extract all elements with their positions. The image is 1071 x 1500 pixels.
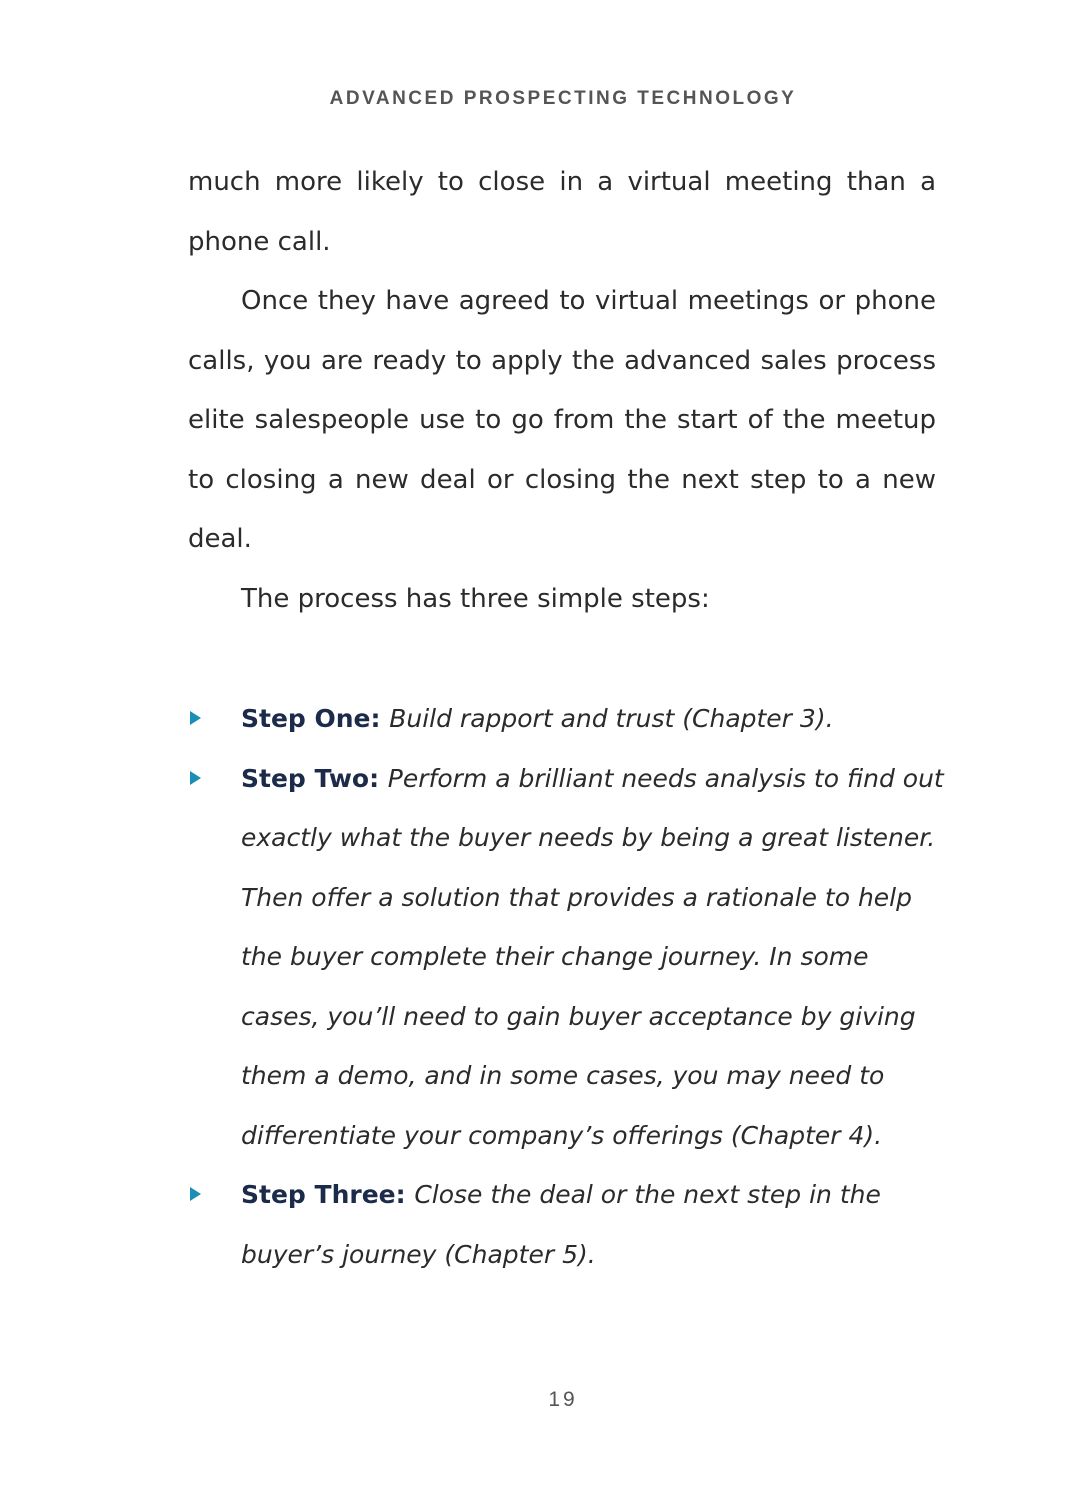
page-number: 19 [548,1388,578,1411]
step-text: Build rapport and trust (Chapter 3). [389,704,834,733]
step-label: Step One: [241,704,390,733]
paragraph-continuation: much more likely to close in a virtual meeting than a phone call. [188,167,936,257]
paragraph-process-intro: Once they have agreed to virtual meetings or phone calls, you are ready to apply the advanced sales process elite salespeople use to go from the start of the meetup to closing a new deal or closing the next step to a new deal. [188,286,936,554]
triangle-bullet-icon [190,711,201,725]
step-item-one [188,689,948,749]
running-head: ADVANCED PROSPECTING TECHNOLOGY [329,88,797,109]
step-text: Close the deal or the next step in the buyer’s journey (Chapter 5). [241,1180,881,1269]
step-item-two [188,749,948,1166]
steps-list [188,689,948,1284]
triangle-bullet-icon [190,1187,201,1201]
step-label: Step Three: [241,1180,415,1209]
triangle-bullet-icon [190,771,201,785]
paragraph-steps-lead: The process has three simple steps: [241,584,710,614]
step-item-three [188,1165,948,1284]
step-label: Step Two: [241,763,388,793]
step-text: Perform a brilliant needs analysis to find out exactly what the buyer needs by being a great listener. Then offer a solution that provides a rationale to help the buyer complete their change journey. In some cases, you’ll need to gain buyer acceptance by giving them a demo, and in some cases, you may need to differentiate your company’s offerings (Chapter 4). [241,763,944,1150]
